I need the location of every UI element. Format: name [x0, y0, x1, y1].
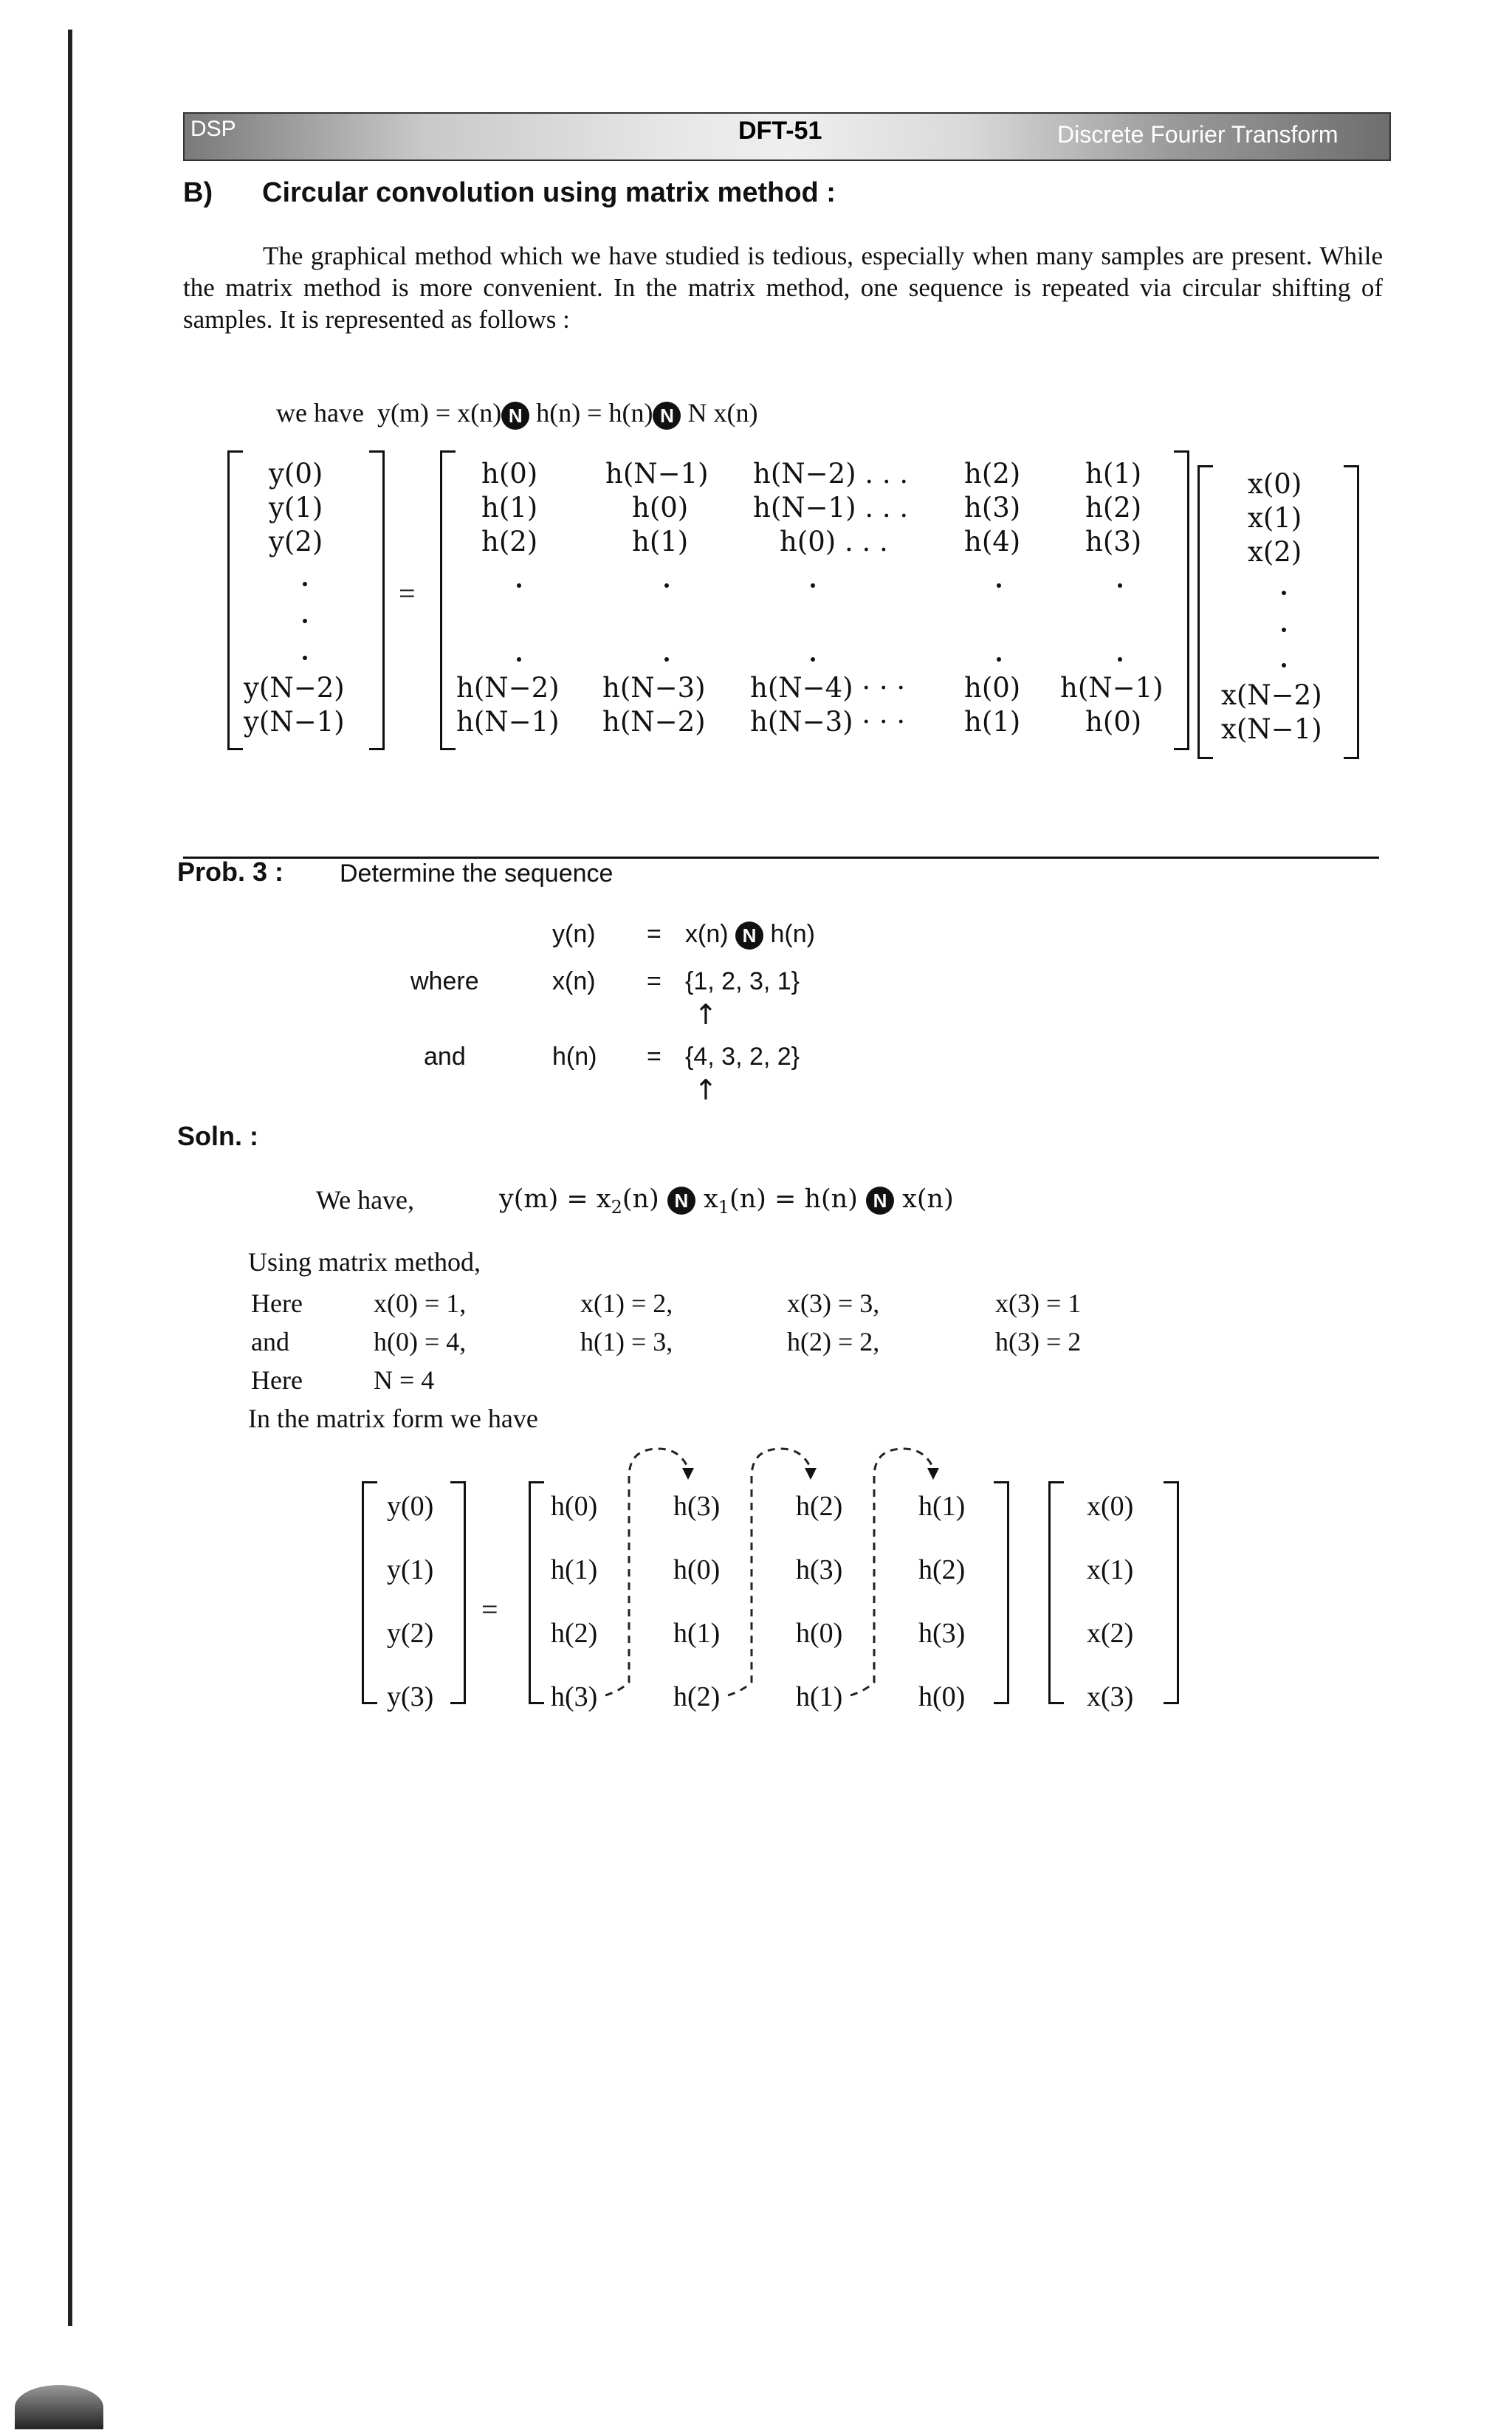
- where-label: where: [410, 967, 479, 995]
- ellipsis-dot: [664, 583, 669, 588]
- values-row-label: and: [251, 1327, 289, 1356]
- header-chapter: Discrete Fourier Transform: [1057, 121, 1339, 148]
- x-entry: x(3): [1087, 1681, 1134, 1712]
- header-page-number: DFT-51: [738, 117, 822, 145]
- h-cell: h(0): [551, 1491, 598, 1522]
- h-cell: h(1): [632, 526, 689, 557]
- h-cell: h(0): [1085, 706, 1142, 738]
- problem-eq1-lhs: y(n): [552, 920, 596, 948]
- x-entry: x(2): [1087, 1618, 1134, 1649]
- problem-label: Prob. 3 :: [177, 857, 284, 887]
- equals-sign: =: [647, 967, 662, 995]
- eq-lhs: y(m) = x(n): [377, 398, 502, 428]
- matrix-intro-text: In the matrix form we have: [248, 1404, 538, 1433]
- solution-equation: [499, 1184, 954, 1218]
- equals-sign: =: [647, 1043, 662, 1071]
- ellipsis-dot: [303, 656, 307, 660]
- h-cell: h(2): [673, 1681, 721, 1712]
- x-entry: x(2): [1248, 536, 1302, 568]
- values-row-label: Here: [251, 1365, 303, 1395]
- h-seq-lhs: h(n): [552, 1043, 597, 1071]
- h-cell: h(2): [1085, 492, 1142, 524]
- h-cell: h(0): [964, 672, 1021, 704]
- ellipsis-dot: [811, 657, 815, 662]
- x-entry: x(N−1): [1221, 713, 1322, 745]
- x-bracket-right: [1344, 465, 1359, 759]
- y-entry: y(1): [269, 492, 323, 524]
- h-bracket-right: [1174, 450, 1189, 750]
- h-cell: h(2): [481, 526, 538, 557]
- sol-eq-sub2: 2: [611, 1197, 622, 1218]
- h-cell: h(N−1) . . .: [753, 492, 909, 524]
- h-cell: h(N−1): [456, 706, 560, 738]
- ellipsis-dot: [1282, 591, 1286, 595]
- h-cell: h(3): [673, 1491, 721, 1522]
- circular-convolution-icon: N: [735, 922, 763, 950]
- section-title: Circular convolution using matrix method :: [262, 177, 836, 208]
- page-binding-shadow: [15, 2385, 103, 2429]
- h-cell: h(1): [918, 1491, 966, 1522]
- h-cell: h(N−3): [602, 672, 706, 704]
- using-matrix-text: Using matrix method,: [248, 1247, 481, 1277]
- h-cell: h(N−2) . . .: [753, 458, 909, 490]
- eq-prefix: we have: [276, 398, 364, 428]
- sol-eq-part4: x(n): [902, 1184, 954, 1214]
- y-entry: y(3): [387, 1681, 434, 1712]
- circular-shift-arrows: [354, 1447, 1196, 1743]
- sol-eq-part3: (n) = h(n): [729, 1184, 858, 1214]
- value-cell: x(0) = 1,: [374, 1288, 467, 1318]
- h-cell: h(2): [551, 1618, 598, 1649]
- problem-eq1-rhs: [685, 920, 815, 950]
- solution-we-have: We have,: [316, 1185, 415, 1215]
- h-cell: h(N−1): [1060, 672, 1164, 704]
- ellipsis-dot: [1282, 663, 1286, 668]
- x-bracket-right: [1164, 1481, 1179, 1704]
- y-entry: y(0): [387, 1491, 434, 1522]
- value-cell: h(1) = 3,: [580, 1327, 673, 1356]
- general-matrix: [221, 443, 1373, 753]
- x-entry: x(0): [1248, 468, 1302, 500]
- x-entry: x(1): [1087, 1554, 1134, 1585]
- solution-label: Soln. :: [177, 1121, 258, 1151]
- y-entry: y(2): [269, 526, 323, 557]
- h-cell: h(0): [796, 1618, 843, 1649]
- h-cell: h(N−1): [605, 458, 709, 490]
- h-cell: h(N−4) · · ·: [750, 672, 906, 704]
- h-cell: h(1): [964, 706, 1021, 738]
- circular-convolution-icon: N: [653, 402, 681, 430]
- eq-mid: h(n) = h(n): [536, 398, 653, 428]
- h-cell: h(3): [796, 1554, 843, 1585]
- arrow-head-icon: [805, 1468, 817, 1480]
- y-bracket-left: [227, 450, 243, 750]
- equals-sign: =: [647, 920, 662, 948]
- values-row-label: Here: [251, 1288, 303, 1318]
- problem-statement: Determine the sequence: [340, 859, 614, 888]
- ellipsis-dot: [517, 583, 521, 588]
- h-cell: h(0): [673, 1554, 721, 1585]
- general-equation: [263, 366, 757, 430]
- h-cell: h(0) . . .: [780, 526, 888, 557]
- ellipsis-dot: [1282, 628, 1286, 632]
- header-subject: DSP: [190, 117, 236, 141]
- h-cell: h(N−2): [602, 706, 706, 738]
- sol-eq-x: x: [704, 1184, 718, 1214]
- h-seq-values: {4, 3, 2, 2}: [685, 1043, 800, 1071]
- sol-eq-part2: (n): [622, 1184, 659, 1214]
- shift-arrow-path: [605, 1449, 688, 1695]
- circular-convolution-icon: N: [866, 1187, 894, 1215]
- y-entry: y(0): [269, 458, 323, 490]
- section-divider: [183, 857, 1379, 859]
- h-cell: h(2): [796, 1491, 843, 1522]
- ellipsis-dot: [1118, 657, 1122, 662]
- circular-convolution-icon: N: [667, 1187, 695, 1215]
- ellipsis-dot: [303, 619, 307, 623]
- h-cell: h(1): [551, 1554, 598, 1585]
- example-matrix: [354, 1447, 1196, 1743]
- ellipsis-dot: [997, 583, 1001, 588]
- origin-arrow-icon: ↑: [694, 1074, 718, 1106]
- x-bracket-left: [1048, 1481, 1064, 1704]
- x-entry: x(1): [1248, 502, 1302, 534]
- x-bracket-left: [1197, 465, 1213, 759]
- h-cell: h(3): [964, 492, 1021, 524]
- origin-arrow-icon: ↑: [694, 998, 718, 1031]
- x-entry: x(0): [1087, 1491, 1134, 1522]
- h-cell: h(3): [551, 1681, 598, 1712]
- x-seq-values: {1, 2, 3, 1}: [685, 967, 800, 995]
- intro-paragraph: The graphical method which we have studied is tedious, especially when many samples are present. While the matrix method is more convenient. In the matrix method, one sequence is repeated via circular shifting of samples. It is represented as follows :: [183, 241, 1383, 334]
- y-bracket-right: [369, 450, 385, 750]
- ellipsis-dot: [664, 657, 669, 662]
- h-cell: h(1): [1085, 458, 1142, 490]
- y-entry: y(N−1): [244, 706, 345, 738]
- h-bracket-left: [440, 450, 456, 750]
- y-entry: y(2): [387, 1618, 434, 1649]
- value-cell: h(3) = 2: [995, 1327, 1082, 1356]
- arrow-head-icon: [927, 1468, 939, 1480]
- y-entry: y(N−2): [244, 672, 345, 704]
- arrow-head-icon: [682, 1468, 694, 1480]
- ellipsis-dot: [517, 657, 521, 662]
- ellipsis-dot: [1118, 583, 1122, 588]
- h-cell: h(0): [918, 1681, 966, 1712]
- ellipsis-dot: [303, 582, 307, 586]
- problem-eq1-x: x(n): [685, 920, 729, 948]
- equals-sign: =: [481, 1593, 498, 1626]
- h-cell: h(3): [918, 1618, 966, 1649]
- value-cell: h(2) = 2,: [787, 1327, 880, 1356]
- h-cell: h(N−3) · · ·: [750, 706, 906, 738]
- page-binding-edge: [68, 30, 72, 2326]
- y-entry: y(1): [387, 1554, 434, 1585]
- h-cell: h(3): [1085, 526, 1142, 557]
- ellipsis-dot: [811, 583, 815, 588]
- value-cell: x(3) = 1: [995, 1288, 1082, 1318]
- ellipsis-dot: [997, 657, 1001, 662]
- shift-arrow-path: [850, 1449, 933, 1695]
- h-cell: h(0): [481, 458, 538, 490]
- equals-sign: =: [399, 577, 416, 610]
- h-cell: h(2): [918, 1554, 966, 1585]
- x-seq-lhs: x(n): [552, 967, 596, 995]
- h-cell: h(1): [673, 1618, 721, 1649]
- sol-eq-sub1: 1: [718, 1197, 730, 1218]
- h-cell: h(2): [964, 458, 1021, 490]
- value-cell: h(0) = 4,: [374, 1327, 467, 1356]
- h-cell: h(1): [796, 1681, 843, 1712]
- sol-eq-part1: y(m) = x: [499, 1184, 611, 1214]
- eq-suffix: N x(n): [687, 398, 758, 428]
- x-entry: x(N−2): [1221, 679, 1322, 711]
- h-cell: h(0): [632, 492, 689, 524]
- and-label: and: [424, 1043, 466, 1071]
- value-cell: x(3) = 3,: [787, 1288, 880, 1318]
- h-cell: h(N−2): [456, 672, 560, 704]
- value-cell: x(1) = 2,: [580, 1288, 673, 1318]
- h-cell: h(1): [481, 492, 538, 524]
- value-cell: N = 4: [374, 1365, 435, 1395]
- h-cell: h(4): [964, 526, 1021, 557]
- section-label: B): [183, 177, 213, 208]
- circular-convolution-icon: N: [501, 402, 529, 430]
- problem-eq1-h: h(n): [770, 920, 815, 948]
- shift-arrow-path: [728, 1449, 811, 1695]
